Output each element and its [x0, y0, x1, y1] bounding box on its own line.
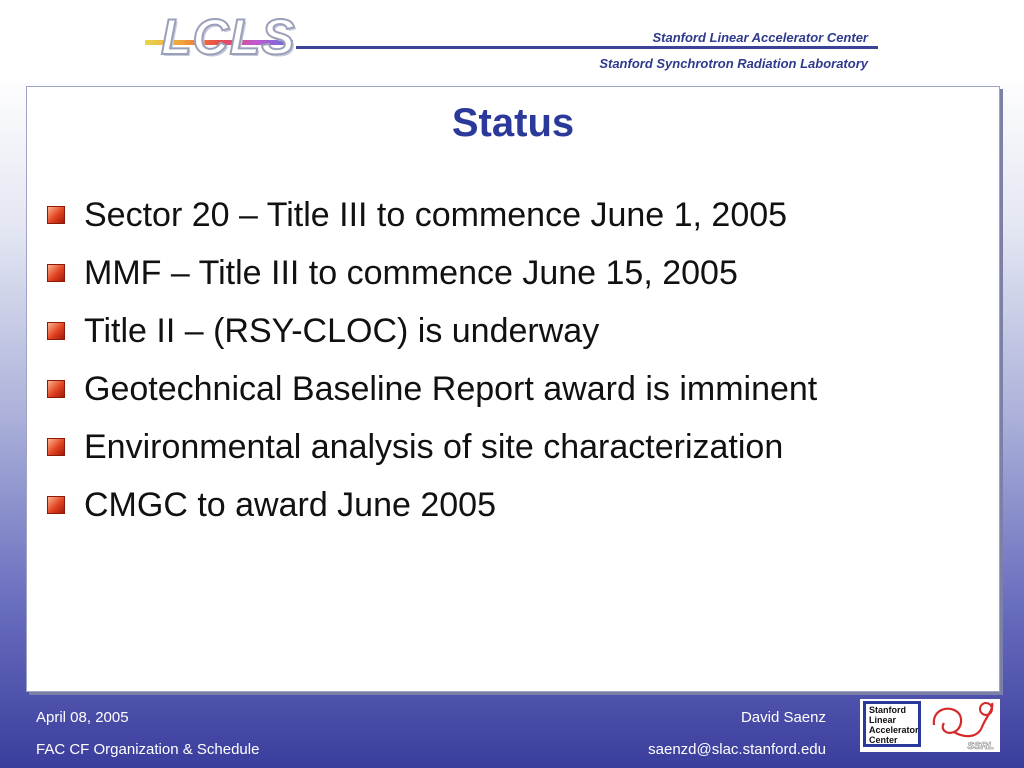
bullet-square-icon [47, 438, 65, 456]
lcls-logo [145, 10, 295, 66]
slac-logo [863, 701, 921, 747]
bullet-text: Environmental analysis of site characterization [84, 428, 784, 466]
lcls-logo-text: LCLS [161, 9, 296, 65]
bullet-text: CMGC to award June 2005 [84, 486, 496, 524]
slac-logo-line: Linear [869, 715, 897, 725]
slac-logo-line: Accelerator [869, 725, 919, 735]
institution-logos [860, 699, 1000, 752]
footer-author: David Saenz [740, 709, 826, 726]
slide-content-panel [26, 86, 1000, 692]
lab-name-slac: Stanford Linear Accelerator Center [652, 30, 868, 45]
bullet-square-icon [47, 496, 65, 514]
bullet-square-icon [47, 264, 65, 282]
bullet-text: Geotechnical Baseline Report award is imminent [84, 370, 818, 408]
bullet-text: MMF – Title III to commence June 15, 2005 [84, 254, 738, 292]
lab-name-ssrl: Stanford Synchrotron Radiation Laboratory [599, 56, 868, 71]
footer-subtitle: FAC CF Organization & Schedule [36, 741, 260, 758]
footer-date: April 08, 2005 [36, 709, 129, 726]
slide-title: Status [451, 101, 575, 145]
header-rule [296, 46, 878, 49]
footer-email: saenzd@slac.stanford.edu [648, 741, 826, 758]
bullet-square-icon [47, 380, 65, 398]
bullet-text: Title II – (RSY-CLOC) is underway [84, 312, 600, 350]
bullet-square-icon [47, 206, 65, 224]
bullet-text: Sector 20 – Title III to commence June 1, 2005 [84, 196, 788, 234]
slac-logo-line: Stanford [869, 705, 906, 715]
slac-logo-line: Center [869, 735, 898, 745]
header-bar [0, 0, 1024, 82]
ssrl-logo-text: SSRL [967, 741, 994, 752]
bullet-square-icon [47, 322, 65, 340]
